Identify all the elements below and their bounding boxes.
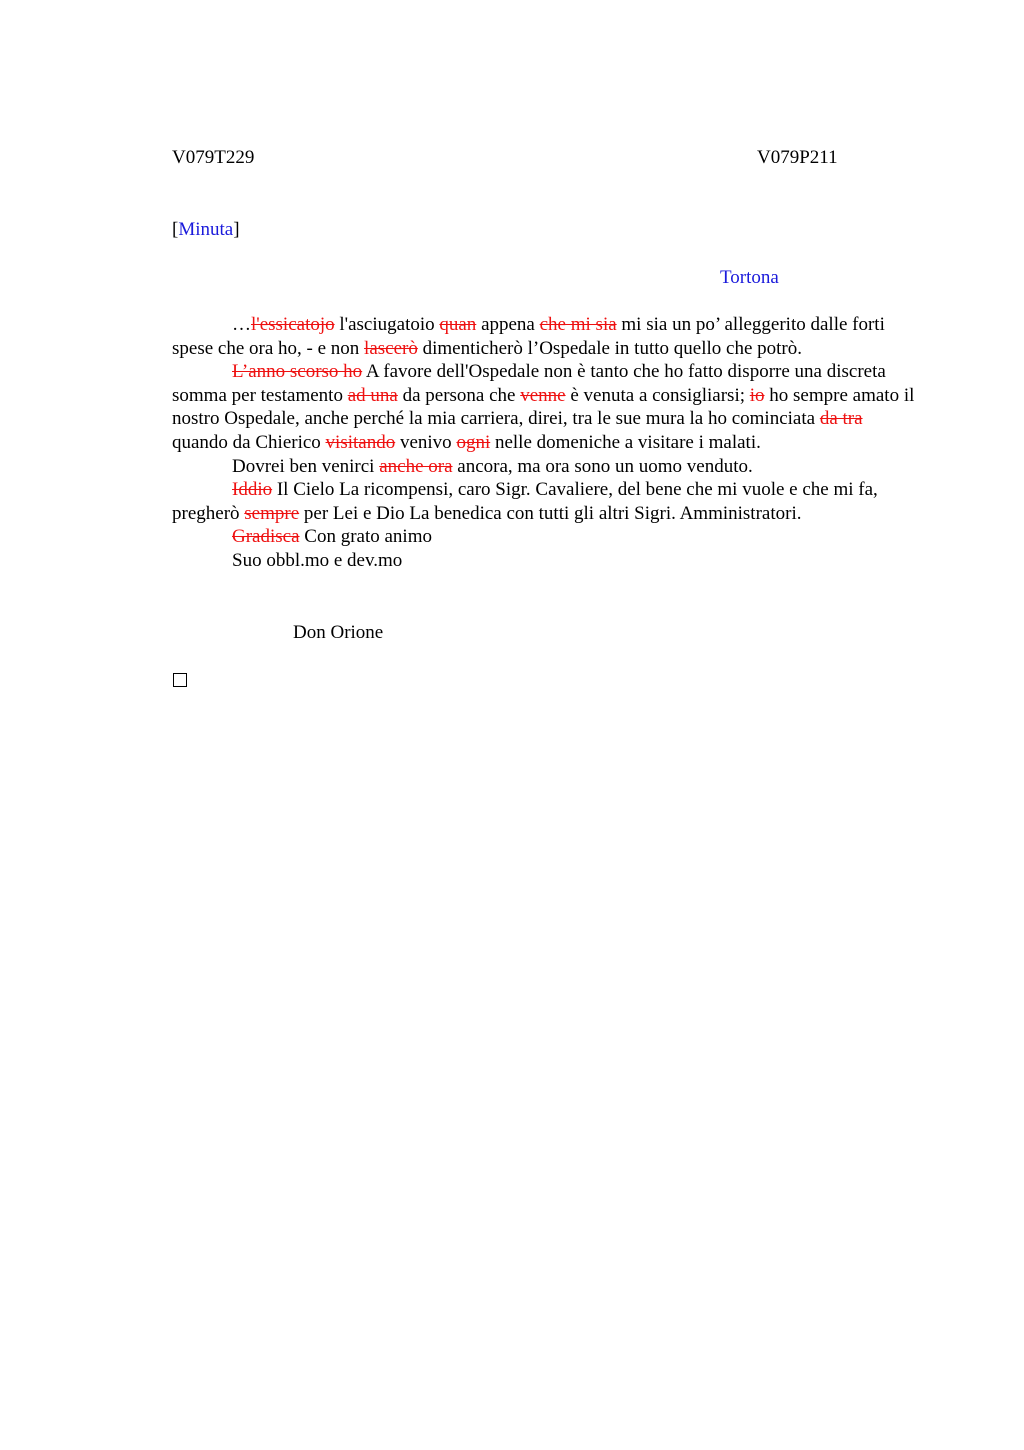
deleted-text: ad una — [347, 384, 398, 406]
text: Con grato animo — [299, 526, 432, 548]
text: ancora, ma ora sono un uomo venduto. — [452, 455, 753, 477]
paragraph-5 — [172, 525, 917, 549]
text: l'asciugatoio — [334, 314, 440, 335]
minuta-label: Minuta — [178, 219, 234, 240]
text: ho sempre amato il nostro Ospedale, anche perché la mia carriera, direi, tra le sue mura la ho cominciata — [172, 384, 915, 430]
square-box-icon — [173, 673, 187, 687]
text: da persona che — [397, 384, 521, 406]
text: è venuta a consigliarsi; — [565, 384, 750, 406]
deleted-text: ogni — [456, 431, 491, 453]
minuta-note — [172, 219, 240, 241]
deleted-text: L’anno scorso ho — [232, 361, 363, 383]
text: Il Cielo La ricompensi, caro Sigr. Cavaliere, del bene che mi vuole e che mi fa, pregherò — [172, 479, 878, 524]
deleted-text: sempre — [244, 502, 300, 524]
deleted-text: Iddio — [232, 479, 273, 501]
paragraph-3 — [172, 455, 917, 479]
text: quando da Chierico — [172, 431, 326, 453]
deleted-text: anche ora — [379, 455, 453, 477]
deleted-text: lascerò — [364, 337, 418, 359]
text: appena — [476, 314, 540, 335]
ellipsis: … — [232, 314, 251, 335]
bracket-open: [ — [172, 219, 179, 240]
closing-line — [172, 549, 917, 573]
deleted-text: Gradisca — [232, 526, 300, 548]
deleted-text: io — [749, 384, 765, 406]
bracket-close: ] — [233, 219, 240, 240]
deleted-text: quan — [439, 314, 477, 335]
deleted-text: l'essicatojo — [251, 314, 335, 335]
paragraph-1 — [172, 313, 917, 360]
paragraph-2 — [172, 360, 917, 454]
place-name: Tortona — [720, 267, 779, 288]
deleted-text: venne — [520, 384, 566, 406]
text: mi sia un po’ alleggerito dalle forti spese che ora ho, - e non — [172, 314, 885, 359]
document-code-right: V079P211 — [757, 147, 838, 168]
text: per Lei e Dio La benedica con tutti gli altri Sigri. Amministratori. — [299, 502, 802, 524]
text: A favore dell'Ospedale non è tanto che ho fatto disporre una discreta somma per testamento — [172, 361, 886, 406]
deleted-text: che mi sia — [539, 314, 617, 335]
deleted-text: visitando — [325, 431, 396, 453]
text: Dovrei ben venirci — [232, 455, 380, 477]
closing-text: Suo obbl.mo e dev.mo — [232, 549, 403, 571]
text: nelle domeniche a visitare i malati. — [490, 431, 761, 453]
paragraph-4 — [172, 478, 917, 525]
text: dimenticherò l’Ospedale in tutto quello che potrò. — [417, 337, 802, 359]
text: venivo — [395, 431, 457, 453]
signature: Don Orione — [293, 622, 384, 643]
deleted-text: da tra — [819, 408, 863, 430]
document-code-left: V079T229 — [172, 147, 255, 168]
letter-body — [172, 313, 917, 573]
